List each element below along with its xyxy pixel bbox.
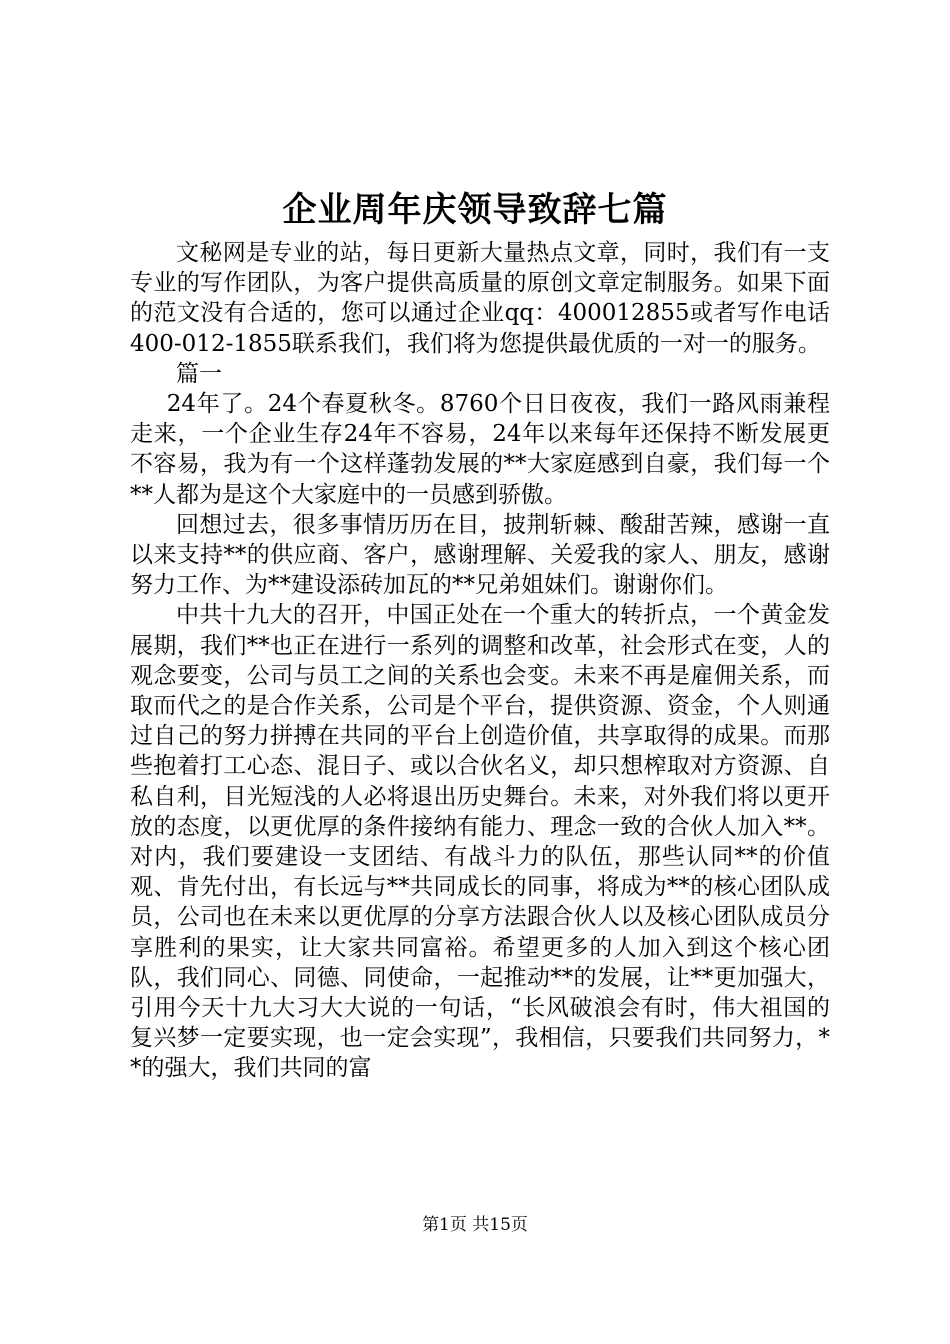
body-paragraph: 中共十九大的召开，中国正处在一个重大的转折点，一个黄金发展期，我们**也正在进行一系列的调整和改革，社会形式在变，人的观念要变，公司与员工之间的关系也会变。未来不再是雇佣关系，而取而代之的是合作关系，公司是个平台，提供资源、资金，个人则通过自己的努力拼搏在共同的平台上创造价值，共享取得的成果。而那些抱着打工心态、混日子、或以合伙名义，却只想榨取对方资源、自私自利，目光短浅的人必将退出历史舞台。未来，对外我们将以更开放的态度，以更优厚的条件接纳有能力、理念一致的合伙人加入**。对内，我们要建设一支团结、有战斗力的队伍，那些认同**的价值观、肯先付出，有长远与**共同成长的同事，将成为**的核心团队成员，公司也在未来以更优厚的分享方法跟合伙人以及核心团队成员分享胜利的果实，让大家共同富裕。希望更多的人加入到这个核心团队，我们同心、同德、同使命，一起推动**的发展，让**更加强大，引用今天十九大习大大说的一句话，“长风破浪会有时，伟大祖国的复兴梦一定要实现，也一定会实现”，我相信，只要我们共同努力，**的强大，我们共同的富 <box>130 602 830 1082</box>
document-body <box>130 238 830 1084</box>
intro-paragraph: 文秘网是专业的站，每日更新大量热点文章，同时，我们有一支专业的写作团队，为客户提供高质量的原创文章定制服务。如果下面的范文没有合适的，您可以通过企业qq：400012855或者写作电话400-012-1855联系我们，我们将为您提供最优质的一对一的服务。 <box>130 240 830 357</box>
document-title: 企业周年庆领导致辞七篇 <box>282 190 668 230</box>
page-number-footer: 第1页 共15页 <box>422 1215 528 1235</box>
body-paragraph: 24年了。24个春夏秋冬。8760个日日夜夜，我们一路风雨兼程走来，一个企业生存24年不容易，24年以来每年还保持不断发展更不容易，我为有一个这样蓬勃发展的**大家庭感到自豪，我们每一个**人都为是这个大家庭中的一员感到骄傲。 <box>130 391 830 508</box>
body-paragraph: 回想过去，很多事情历历在目，披荆斩棘、酸甜苦辣，感谢一直以来支持**的供应商、客户，感谢理解、关爱我的家人、朋友，感谢努力工作、为**建设添砖加瓦的**兄弟姐妹们。谢谢你们。 <box>130 511 830 599</box>
section-heading: 篇一 <box>176 360 222 387</box>
